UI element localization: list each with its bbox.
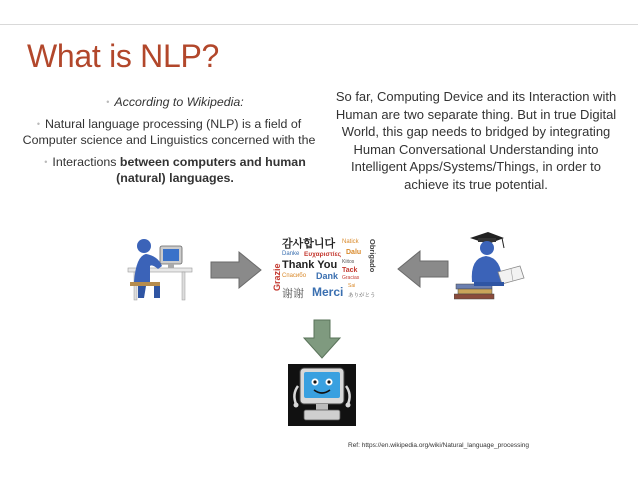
bullet-item (10, 116, 328, 148)
word-dank: Dank (316, 271, 339, 281)
word-natick: Natick (342, 239, 359, 245)
left-text-column (22, 94, 328, 192)
word-chinese: 谢谢 (282, 288, 304, 300)
bullet-text: According to Wikipedia: (114, 95, 244, 109)
bullet-dot: • (106, 97, 110, 107)
bullet-text-bold: between computers and human (natural) languages. (116, 155, 306, 185)
word-korean: 감사합니다 (282, 238, 336, 250)
word-dalu: Dalu (346, 249, 362, 256)
reference-citation: Ref: https://en.wikipedia.org/wiki/Natural_language_processing (348, 442, 530, 449)
bullet-item (22, 94, 328, 110)
word-grazie: Grazie (272, 263, 282, 291)
smiling-computer-icon (288, 364, 356, 426)
word-obrigado: Obrigado (368, 239, 377, 273)
bullet-dot: • (44, 157, 48, 167)
arrow-down-icon (302, 318, 342, 360)
graduate-reading-books-icon (454, 232, 530, 300)
word-thank-you: Thank You (282, 259, 338, 271)
word-japanese: ありがとう (348, 293, 376, 299)
bullet-item (22, 154, 328, 186)
arrow-left-icon (396, 249, 450, 289)
word-sai: Sai (348, 283, 356, 289)
word-greek: Ευχαριστίες (304, 251, 342, 258)
slide-title: What is NLP? (27, 38, 220, 74)
thank-you-word-cloud (272, 235, 384, 319)
person-at-computer-icon (124, 236, 196, 302)
right-text-paragraph: So far, Computing Device and its Interaction with Human are two separate thing. But in true Digital World, this gap needs to bridged by integrating Human Conversational Understanding into Intelligent Apps/Systems/Things, in order to achieve its true potential. (335, 89, 617, 192)
word-kiitos: Kiitos (342, 259, 355, 265)
word-spasibo: Спасибо (282, 273, 307, 279)
arrow-right-icon (209, 250, 263, 290)
word-tack: Tack (342, 267, 358, 274)
word-danke: Danke (282, 251, 300, 257)
bullet-text-prefix: Interactions (52, 155, 120, 169)
top-rule (0, 24, 638, 25)
word-gracias: Gracias (342, 275, 360, 281)
word-merci: Merci (312, 285, 344, 299)
bullet-text: Natural language processing (NLP) is a field of Computer science and Linguistics concerned with the (22, 117, 316, 147)
bullet-dot: • (36, 119, 40, 129)
